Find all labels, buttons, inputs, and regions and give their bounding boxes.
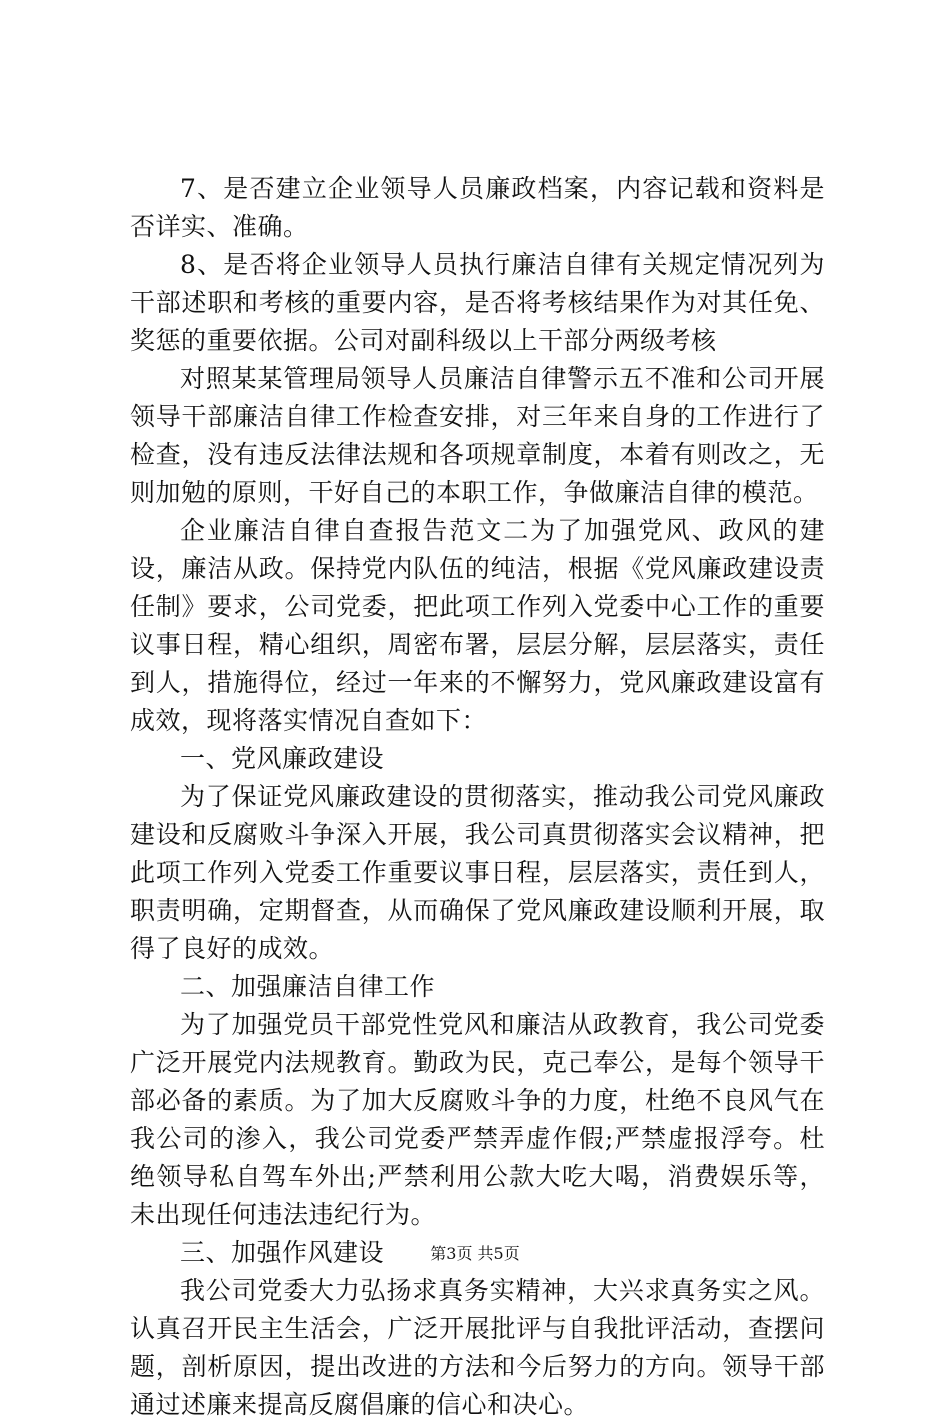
paragraph-section-3: 我公司党委大力弘扬求真务实精神，大兴求真务实之风。认真召开民主生活会，广泛开展批评与自我批评活动，查摆问题，剖析原因，提出改进的方法和今后努力的方向。领导干部通过述廉来提高反腐倡廉的信心和决心。: [130, 1276, 825, 1419]
paragraph-report-intro: 企业廉洁自律自查报告范文二为了加强党风、政风的建设，廉洁从政。保持党内队伍的纯洁，根据《党风廉政建设责任制》要求，公司党委，把此项工作列入党委中心工作的重要议事日程，精心组织，周密布署，层层分解，层层落实，责任到人，措施得位，经过一年来的不懈努力，党风廉政建设富有成效，现将落实情况自查如下：: [130, 516, 825, 735]
paragraph-section-1: 为了保证党风廉政建设的贯彻落实，推动我公司党风廉政建设和反腐败斗争深入开展，我公司真贯彻落实会议精神，把此项工作列入党委工作重要议事日程，层层落实，责任到人，职责明确，定期督查，从而确保了党风廉政建设顺利开展，取得了良好的成效。: [130, 782, 825, 963]
section-heading-2: 二、加强廉洁自律工作: [180, 972, 436, 1001]
section-heading-3: 三、加强作风建设: [180, 1238, 385, 1267]
paragraph-section-2: 为了加强党员干部党性党风和廉洁从政教育，我公司党委广泛开展党内法规教育。勤政为民，克己奉公，是每个领导干部必备的素质。为了加大反腐败斗争的力度，杜绝不良风气在我公司的渗入，我公司党委严禁弄虚作假;严禁虚报浮夸。杜绝领导私自驾车外出;严禁利用公款大吃大喝，消费娱乐等，未出现任何违法违纪行为。: [130, 1010, 825, 1229]
paragraph-self-check: 对照某某管理局领导人员廉洁自律警示五不准和公司开展领导干部廉洁自律工作检查安排，对三年来自身的工作进行了检查，没有违反法律法规和各项规章制度，本着有则改之，无则加勉的原则，干好自己的本职工作，争做廉洁自律的模范。: [130, 364, 825, 507]
section-heading-1: 一、党风廉政建设: [180, 744, 385, 773]
paragraph-item-7: 7、是否建立企业领导人员廉政档案，内容记载和资料是否详实、准确。: [130, 174, 825, 241]
document-body: [130, 170, 825, 1424]
paragraph-item-8: 8、是否将企业领导人员执行廉洁自律有关规定情况列为干部述职和考核的重要内容，是否将考核结果作为对其任免、奖惩的重要依据。公司对副科级以上干部分两级考核: [130, 250, 825, 355]
page-number-footer: 第3页 共5页: [430, 1244, 520, 1263]
